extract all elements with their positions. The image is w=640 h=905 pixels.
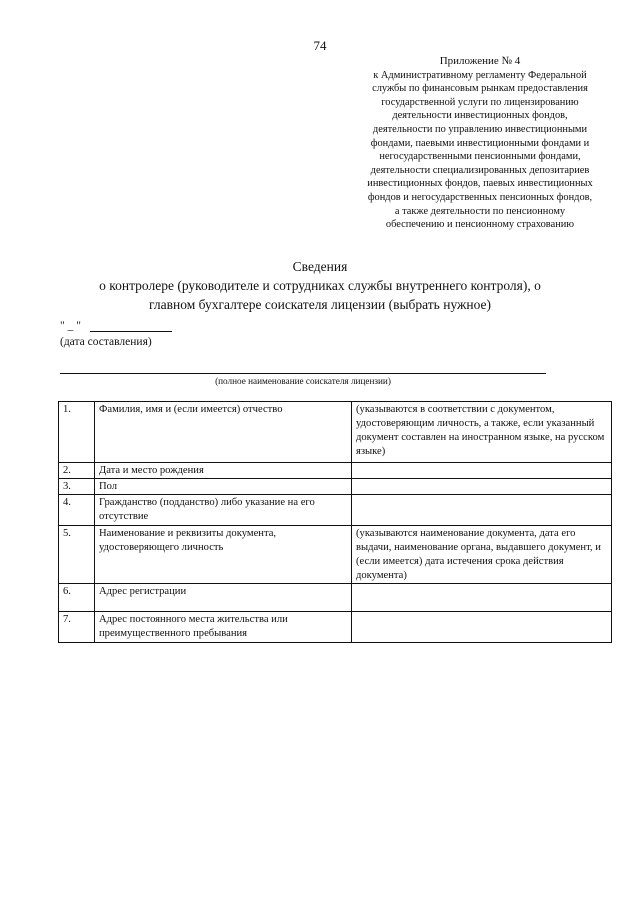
row-field-value: (указываются в соответствии с документом, удостоверяющим личность, а также, если указанный документ составлен на иностранном языке, на русском языке) xyxy=(352,402,612,463)
row-number: 7. xyxy=(59,612,95,643)
row-field-value xyxy=(352,479,612,495)
appendix-line: службы по финансовым рынкам предоставления xyxy=(372,83,588,95)
table-row xyxy=(59,612,612,643)
document-heading xyxy=(0,257,640,314)
heading-subtitle-line2: главном бухгалтере соискателя лицензии (выбрать нужное) xyxy=(149,297,491,312)
date-block xyxy=(60,319,172,348)
row-field-name: Адрес постоянного места жительства или преимущественного пребывания xyxy=(95,612,352,643)
appendix-line: деятельности специализированных депозитариев xyxy=(370,164,590,176)
appendix-line: инвестиционных фондов, паевых инвестиционных xyxy=(367,178,593,190)
row-field-value xyxy=(352,463,612,479)
date-quotes: " _ " xyxy=(60,320,81,332)
row-field-value: (указываются наименование документа, дата его выдачи, наименование органа, выдавшего документ, и (если имеется) дата истечения срока действия документа) xyxy=(352,526,612,584)
info-table xyxy=(58,401,612,643)
table-row xyxy=(59,402,612,463)
row-field-name: Фамилия, имя и (если имеется) отчество xyxy=(95,402,352,463)
date-caption: (дата составления) xyxy=(60,336,152,348)
appendix-line: деятельности инвестиционных фондов, xyxy=(392,110,568,122)
heading-subtitle-line1: о контролере (руководителе и сотрудниках службы внутреннего контроля), о xyxy=(99,278,541,293)
appendix-line: фондами, паевыми инвестиционными фондами и xyxy=(370,137,590,149)
row-number: 4. xyxy=(59,495,95,526)
table-row xyxy=(59,584,612,612)
appendix-line: негосударственными пенсионными фондами, xyxy=(379,151,581,163)
appendix-line: государственной услуги по лицензированию xyxy=(381,96,579,108)
table-row xyxy=(59,526,612,584)
date-fill-line xyxy=(90,319,172,332)
appendix-line: к Административному регламенту Федеральной xyxy=(373,69,587,81)
row-field-name: Пол xyxy=(95,479,352,495)
row-number: 5. xyxy=(59,526,95,584)
row-number: 3. xyxy=(59,479,95,495)
row-field-name: Адрес регистрации xyxy=(95,584,352,612)
row-field-value xyxy=(352,612,612,643)
appendix-line: фондов и негосударственных пенсионных фондов, xyxy=(367,191,593,203)
row-field-value xyxy=(352,584,612,612)
row-field-name: Дата и место рождения xyxy=(95,463,352,479)
row-field-value xyxy=(352,495,612,526)
appendix-line: деятельности по управлению инвестиционными xyxy=(372,123,588,135)
table-row xyxy=(59,479,612,495)
row-number: 2. xyxy=(59,463,95,479)
heading-title: Сведения xyxy=(292,259,348,274)
page-number: 74 xyxy=(313,38,327,53)
organization-caption: (полное наименование соискателя лицензии) xyxy=(215,376,391,386)
appendix-line: обеспечению и пенсионному страхованию xyxy=(385,219,575,231)
row-field-name: Наименование и реквизиты документа, удостоверяющего личность xyxy=(95,526,352,584)
table-row xyxy=(59,495,612,526)
row-field-name: Гражданство (подданство) либо указание на его отсутствие xyxy=(95,495,352,526)
organization-fill-line xyxy=(60,373,546,374)
row-number: 1. xyxy=(59,402,95,463)
row-number: 6. xyxy=(59,584,95,612)
appendix-block xyxy=(330,55,630,232)
table-row xyxy=(59,463,612,479)
appendix-line: а также деятельности по пенсионному xyxy=(394,205,566,217)
appendix-title: Приложение № 4 xyxy=(439,55,521,67)
